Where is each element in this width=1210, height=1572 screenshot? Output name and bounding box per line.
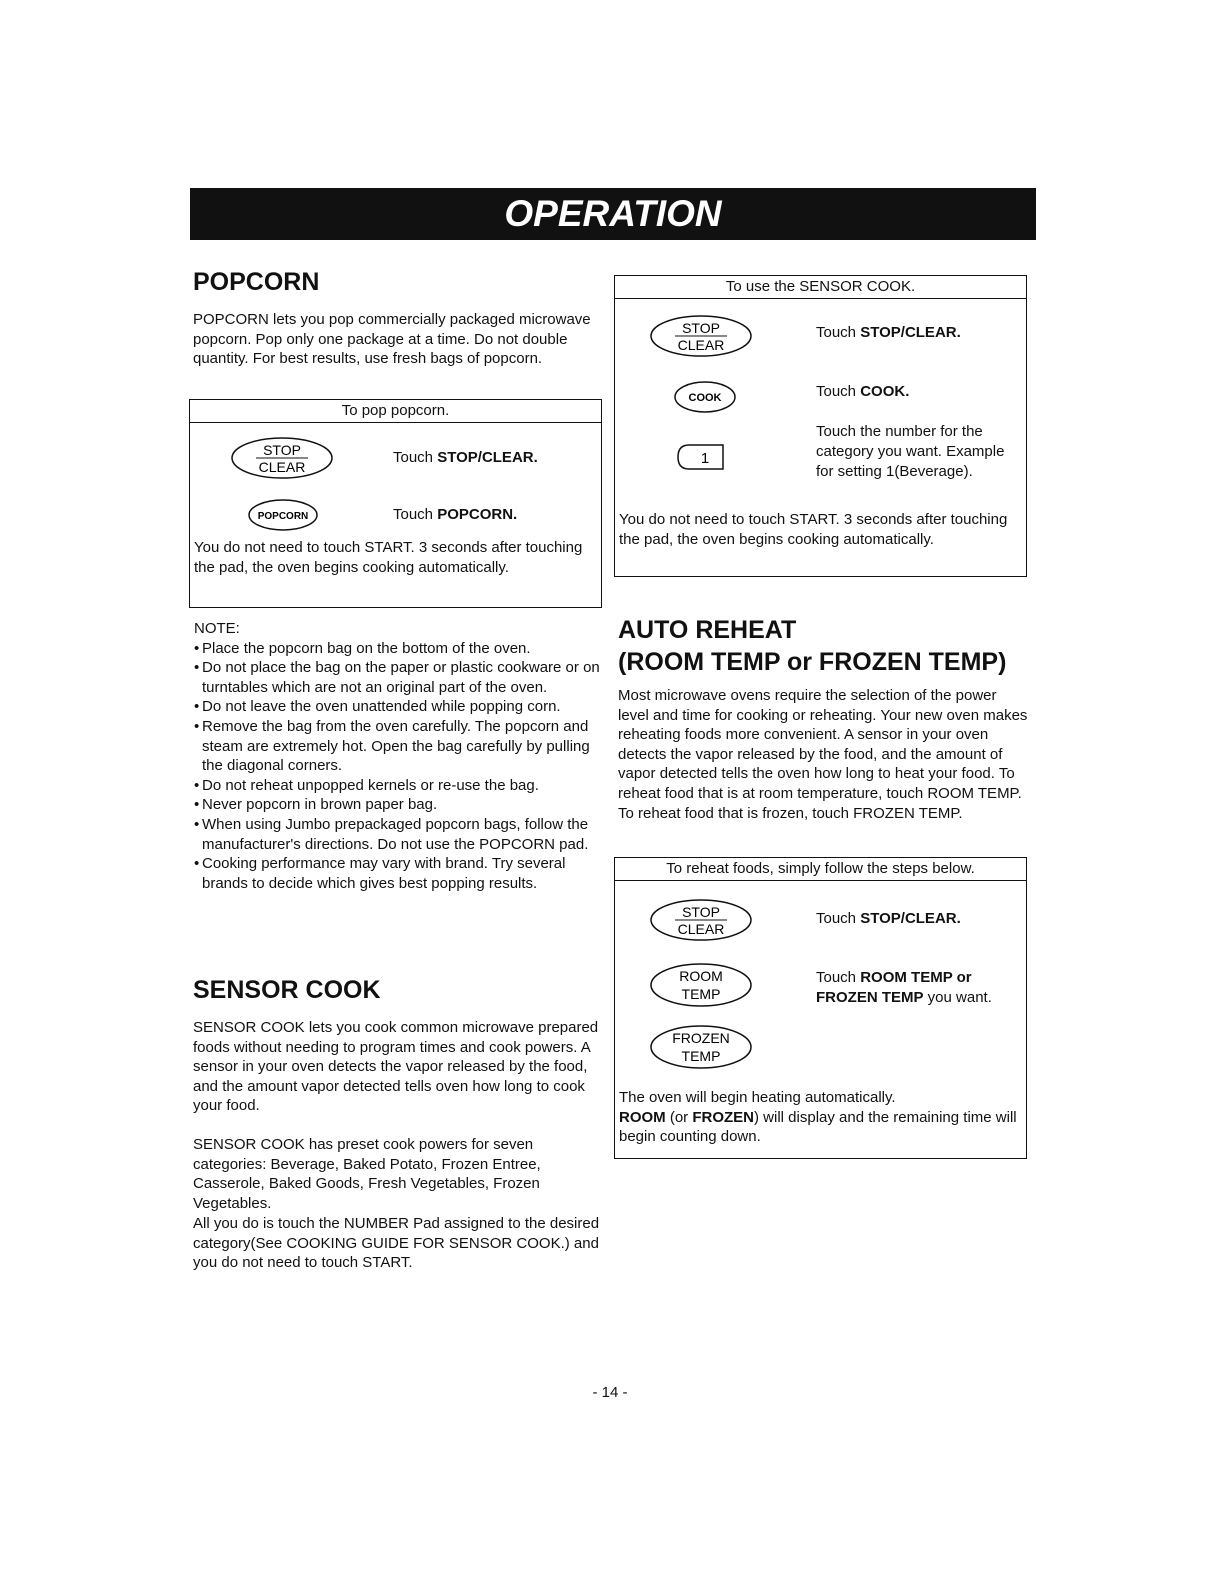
- cook-key-icon: [673, 380, 737, 414]
- note-item: • Place the popcorn bag on the bottom of the oven.: [194, 639, 604, 659]
- note-item: • Cooking performance may vary with brand. Try several brands to decide which gives best popping results.: [194, 854, 604, 893]
- room-key-label: ROOM: [679, 968, 723, 984]
- popcorn-title: POPCORN: [193, 268, 320, 296]
- sensor-step-2: [816, 382, 909, 402]
- step-prefix: Touch: [816, 910, 861, 927]
- reheat-footer-display-note: [619, 1108, 1022, 1147]
- popcorn-box-title: To pop popcorn.: [190, 400, 601, 423]
- popcorn-intro: POPCORN lets you pop commercially packaged microwave popcorn. Pop only one package at a time. Do not double quantity. For best results, use fresh bags of popcorn.: [193, 311, 591, 368]
- popcorn-box-footer: You do not need to touch START. 3 seconds after touching the pad, the oven begins cooking automatically.: [194, 539, 583, 576]
- sensor-cook-para-3: All you do is touch the NUMBER Pad assigned to the desired category(See COOKING GUIDE FOR SENSOR COOK.) and you do not need to touch START.: [193, 1215, 600, 1272]
- reheat-step-1: [816, 909, 961, 929]
- room-frozen-temp-label: ROOM TEMP or FROZEN TEMP: [816, 969, 972, 1006]
- note-label: NOTE:: [194, 620, 240, 637]
- note-item: • Do not reheat unpopped kernels or re-use the bag.: [194, 776, 604, 796]
- temp-key-label: TEMP: [681, 1048, 721, 1064]
- step-prefix: Touch: [816, 383, 861, 400]
- note-item: • Do not leave the oven unattended while popping corn.: [194, 697, 604, 717]
- step-prefix: Touch: [816, 324, 861, 341]
- temp-key-label: TEMP: [681, 986, 721, 1002]
- frozen-key-label: FROZEN: [672, 1030, 730, 1046]
- stop-clear-key-icon: [230, 436, 334, 480]
- note-item: • Remove the bag from the oven carefully. The popcorn and steam are extremely hot. Open the bag carefully by pulling the diagonal corners.: [194, 717, 604, 776]
- auto-reheat-title: AUTO REHEAT: [618, 616, 797, 644]
- step-prefix: Touch: [393, 449, 438, 466]
- auto-reheat-instructions-box: [614, 857, 1027, 1159]
- reheat-step-2: [816, 968, 1016, 1008]
- stop-key-label: STOP: [682, 904, 720, 920]
- cook-label: COOK.: [860, 383, 910, 400]
- reheat-box-footer: [619, 1088, 1022, 1147]
- page-number: - 14 -: [592, 1384, 628, 1401]
- note-item: • When using Jumbo prepackaged popcorn bags, follow the manufacturer's directions. Do not use the POPCORN pad.: [194, 815, 604, 854]
- reheat-footer-line: The oven will begin heating automatically.: [619, 1089, 896, 1106]
- room-word: ROOM: [619, 1108, 666, 1126]
- sensor-step-1: [816, 323, 961, 343]
- reheat-box-title: To reheat foods, simply follow the steps below.: [615, 858, 1026, 881]
- sensor-cook-para-2: SENSOR COOK has preset cook powers for seven categories: Beverage, Baked Potato, Frozen Entree, Casserole, Baked Goods, Fresh Vegetables, Frozen Vegetables.: [193, 1136, 541, 1212]
- clear-key-label: CLEAR: [258, 459, 306, 475]
- one-key-label: 1: [700, 450, 710, 467]
- number-one-key-icon: [675, 442, 725, 472]
- step-suffix: you want.: [923, 989, 992, 1006]
- stop-clear-key-icon: [649, 898, 753, 942]
- sensor-step-3: Touch the number for the category you want. Example for setting 1(Beverage).: [816, 423, 1005, 480]
- step-prefix: Touch: [393, 506, 438, 523]
- stop-clear-label: STOP/CLEAR.: [437, 449, 538, 466]
- stop-key-label: STOP: [263, 442, 301, 458]
- step-prefix: Touch: [816, 969, 861, 986]
- note-item: • Never popcorn in brown paper bag.: [194, 795, 604, 815]
- auto-reheat-intro: Most microwave ovens require the selection of the power level and time for cooking or reheating. Your new oven makes reheating foods more convenient. A sensor in your oven detects the vapor released by the food, and the amount of vapor detected tells the oven how long to heat your food. To reheat food that is at room temperature, touch ROOM TEMP. To reheat food that is frozen, touch FROZEN TEMP.: [618, 687, 1028, 822]
- clear-key-label: CLEAR: [677, 921, 725, 937]
- room-temp-key-icon: [649, 962, 753, 1008]
- popcorn-key-label: POPCORN: [257, 511, 309, 522]
- sensor-cook-instructions-box: [614, 275, 1027, 577]
- note-item: • Do not place the bag on the paper or plastic cookware or on turntables which are not an original part of the oven.: [194, 658, 604, 697]
- stop-clear-key-icon: [649, 314, 753, 358]
- popcorn-label: POPCORN.: [437, 506, 518, 523]
- popcorn-notes: [194, 619, 604, 893]
- popcorn-instructions-box: [189, 399, 602, 608]
- popcorn-key-icon: [247, 498, 319, 532]
- frozen-word: FROZEN: [692, 1108, 755, 1126]
- frozen-temp-key-icon: [649, 1024, 753, 1070]
- sensor-cook-para-1: SENSOR COOK lets you cook common microwave prepared foods without needing to program times and cook powers. A sensor in your oven detects the vapor released by the food, and the amount vapor detected tells oven how long to cook your food.: [193, 1019, 599, 1115]
- auto-reheat-subtitle: (ROOM TEMP or FROZEN TEMP): [618, 648, 1007, 676]
- stop-clear-label: STOP/CLEAR.: [860, 324, 961, 341]
- operation-banner: OPERATION: [190, 188, 1036, 240]
- clear-key-label: CLEAR: [677, 337, 725, 353]
- sensor-cook-title: SENSOR COOK: [193, 976, 381, 1004]
- sensor-box-title: To use the SENSOR COOK.: [615, 276, 1026, 299]
- stop-clear-label: STOP/CLEAR.: [860, 910, 961, 927]
- footer-text: (or: [665, 1108, 693, 1126]
- stop-key-label: STOP: [682, 320, 720, 336]
- cook-key-label: COOK: [688, 392, 722, 404]
- popcorn-step-2: [393, 505, 517, 525]
- popcorn-step-1: [393, 448, 538, 468]
- sensor-box-footer: You do not need to touch START. 3 seconds after touching the pad, the oven begins cooking automatically.: [619, 511, 1008, 548]
- footer-text: ) will display and the remaining time will begin counting down.: [619, 1108, 1017, 1145]
